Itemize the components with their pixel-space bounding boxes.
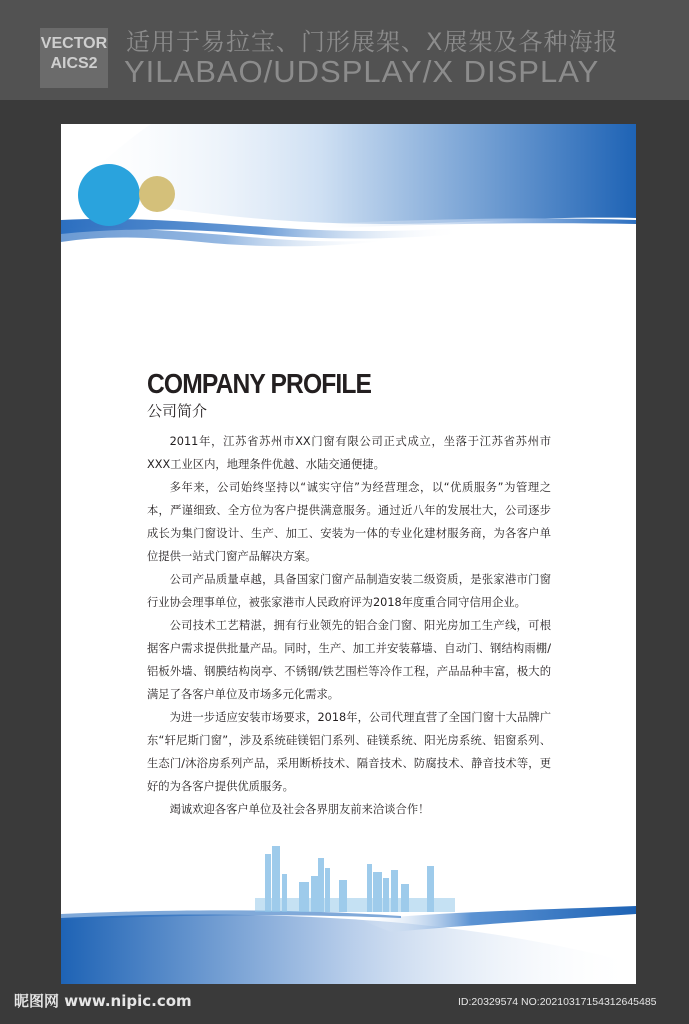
city-skyline-graphic: [255, 844, 455, 914]
logo-circle-blue: [78, 164, 140, 226]
paragraph: 公司技术工艺精湛，拥有行业领先的铝合金门窗、阳光房加工生产线，可根据客户需求提供批量产品。同时，生产、加工并安装幕墙、自动门、钢结构雨棚/铝板外墙、钢膜结构岗亭、不锈钢/铁艺围栏等冷作工程，产品品种丰富，极大的满足了各客户单位及市场多元化需求。: [147, 619, 551, 701]
header-bar: [0, 0, 689, 100]
badge-line-1: VECTOR: [40, 35, 108, 52]
paragraph: 多年来，公司始终坚持以“诚实守信”为经营理念，以“优质服务”为管理之本，严谨细致、全方位为客户提供满意服务。通过近八年的发展壮大，公司逐步成长为集门窗设计、生产、加工、安装为一体的专业化建材服务商，为各客户单位提供一站式门窗产品解决方案。: [147, 481, 551, 563]
watermark-site: 昵图网 www.nipic.com: [14, 992, 192, 1010]
watermark-id: ID:20329574 NO:20210317154312645485: [458, 996, 657, 1008]
logo-text: LOGO: [147, 305, 203, 326]
badge-line-2: AICS2: [50, 55, 98, 72]
paragraph: 公司产品质量卓越，具备国家门窗产品制造安装二级资质，是张家港市门窗行业协会理事单位，被张家港市人民政府评为2018年度重合同守信用企业。: [147, 573, 551, 609]
profile-body: [147, 430, 551, 821]
header-title-en: YILABAO/UDSPLAY/X DISPLAY: [124, 54, 600, 89]
paragraph: 为进一步适应安装市场要求，2018年，公司代理直营了全国门窗十大品牌广东“轩尼斯门窗”，涉及系统硅镁铝门系列、硅镁系统、阳光房系统、铝窗系列、生态门/沐浴房系列产品，采用断桥技术、隔音技术、防腐技术、静音技术等，更好的为各客户提供优质服务。: [147, 711, 551, 793]
company-profile-title: COMPANY PROFILE: [147, 368, 372, 399]
vector-badge: [40, 28, 108, 88]
paragraph: 竭诚欢迎各客户单位及社会各界朋友前来洽谈合作！: [169, 803, 430, 816]
company-profile-subtitle: 公司简介: [147, 402, 208, 420]
header-title-cn: 适用于易拉宝、门形展架、X展架及各种海报: [126, 28, 619, 56]
logo-subtext: PACK: [204, 314, 224, 321]
logo-circle-gold: [139, 176, 175, 212]
paragraph: 2011年，江苏省苏州市XX门窗有限公司正式成立，坐落于江苏省苏州市XXX工业区内，地理条件优越、水陆交通便捷。: [147, 435, 551, 471]
